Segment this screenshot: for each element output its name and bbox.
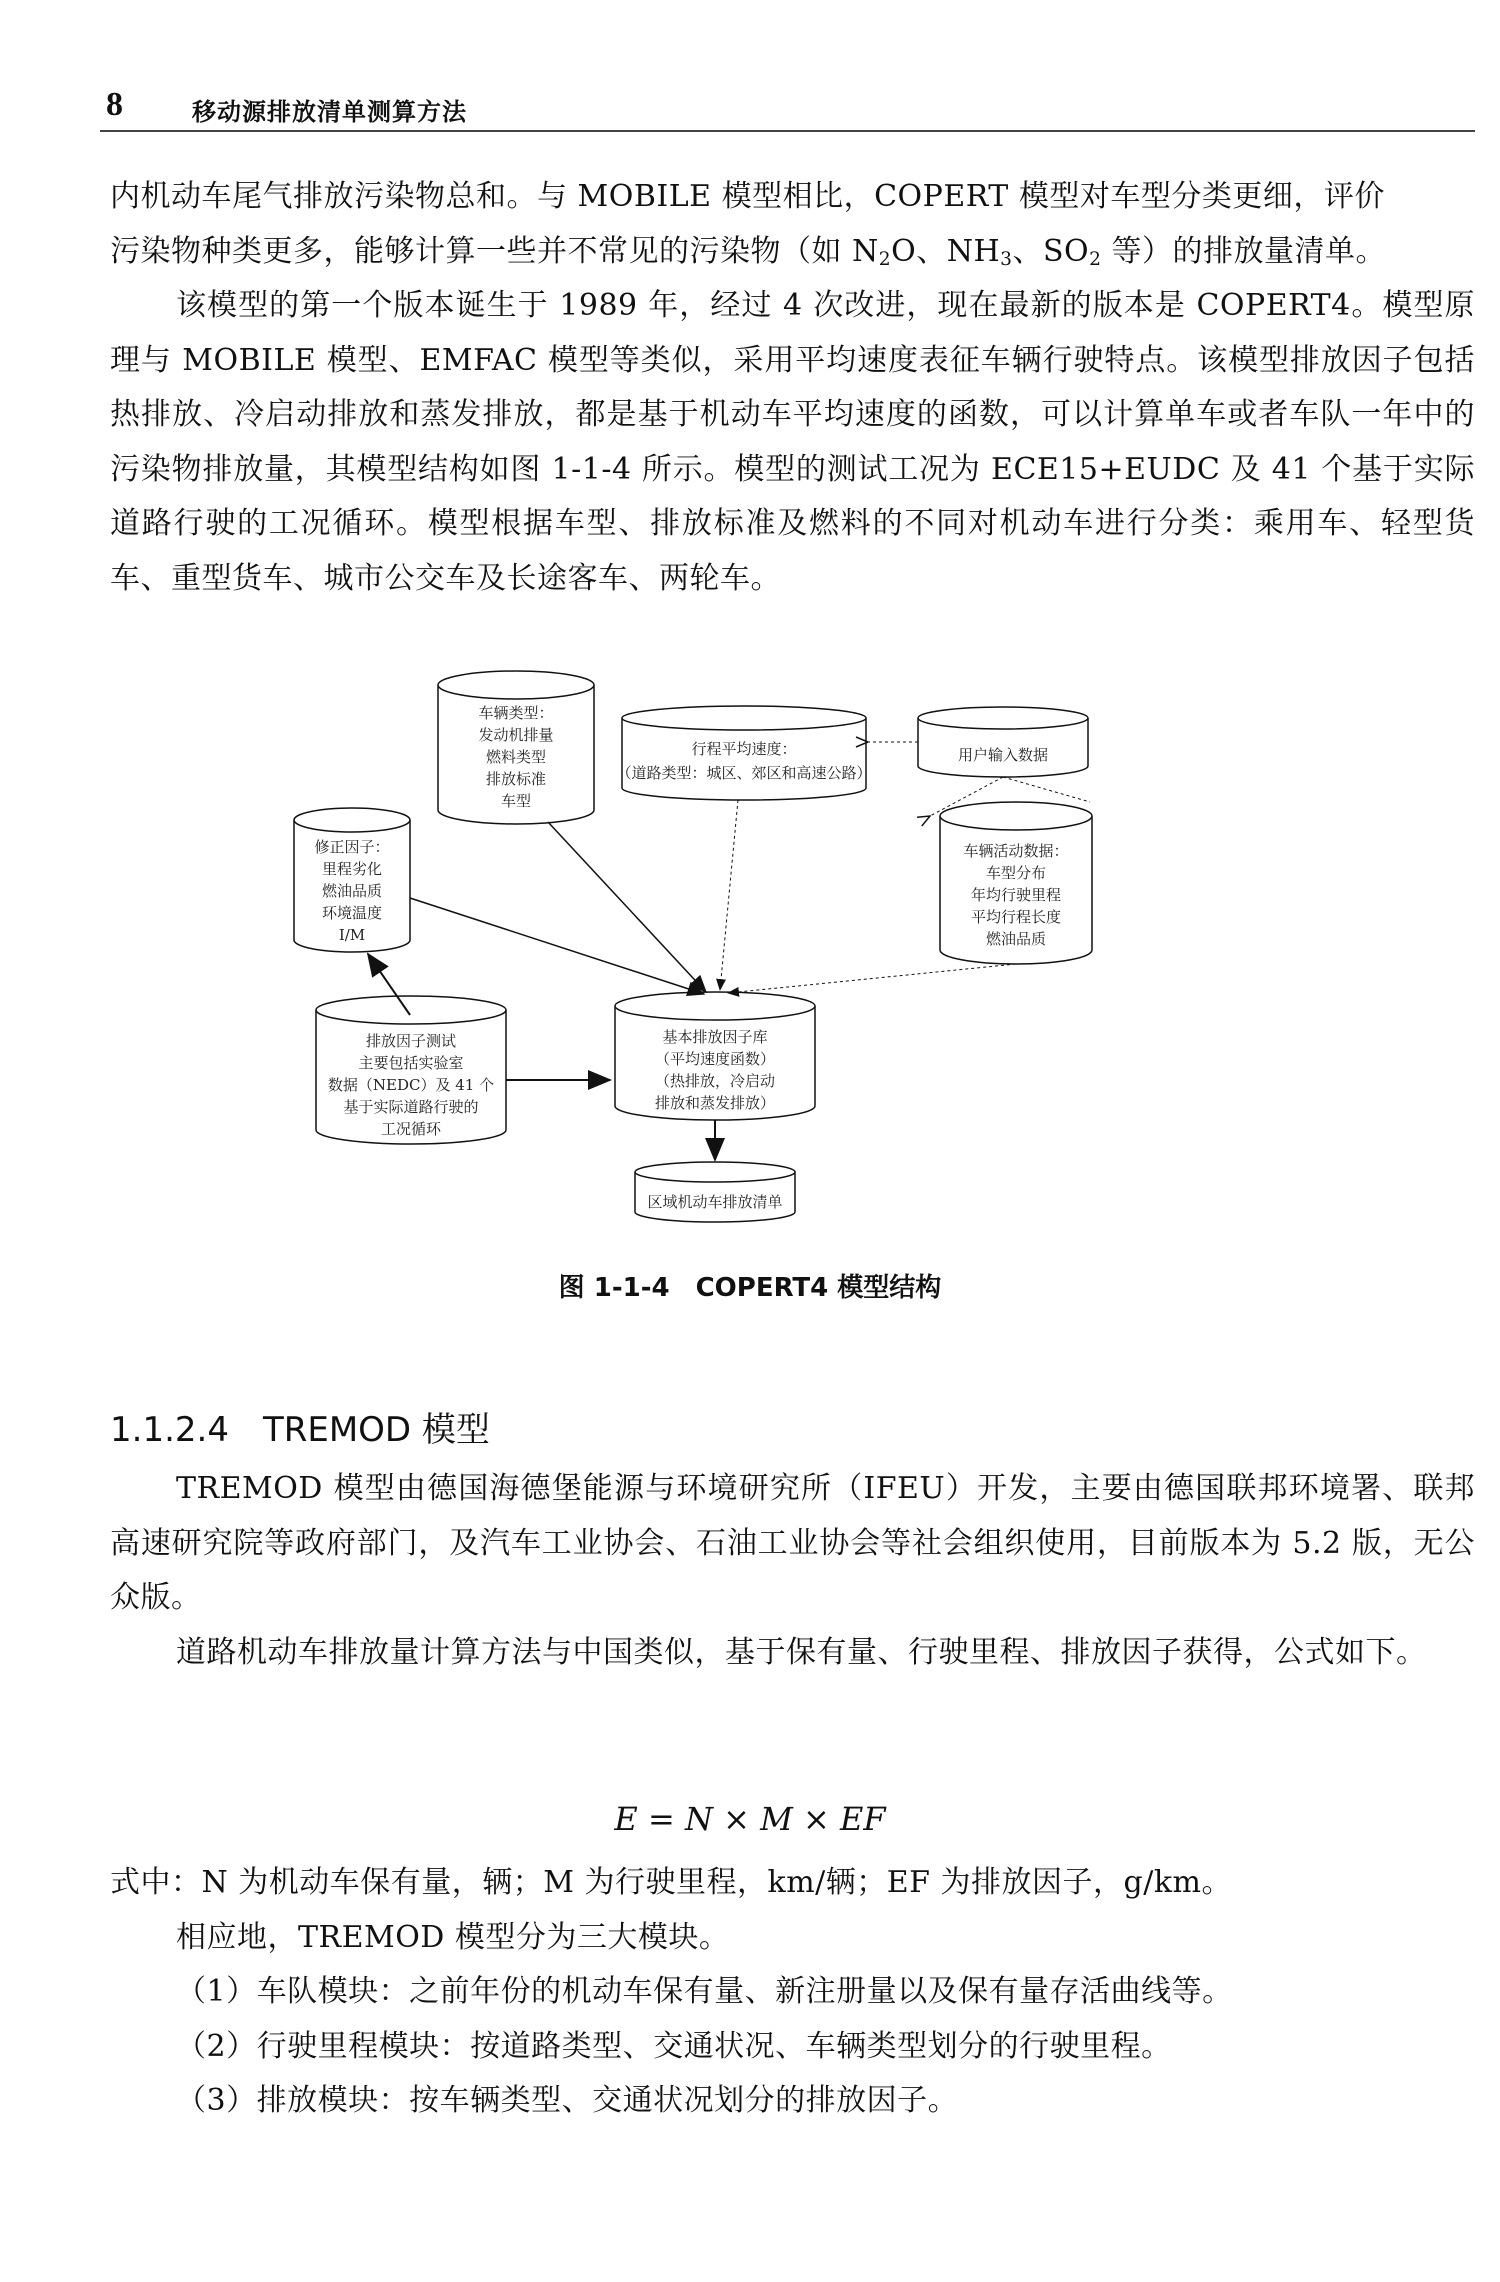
svg-text:（热排放，冷启动: （热排放，冷启动 xyxy=(654,1072,776,1090)
correction-factors-database xyxy=(294,808,410,952)
base-emission-factor-database xyxy=(615,992,815,1120)
regional-inventory-output xyxy=(635,1162,795,1222)
svg-text:排放因子测试: 排放因子测试 xyxy=(365,1032,457,1050)
svg-text:工况循环: 工况循环 xyxy=(380,1120,442,1138)
svg-text:（道路类型：城区、郊区和高速公路）: （道路类型：城区、郊区和高速公路） xyxy=(616,764,872,782)
page-header xyxy=(100,80,1475,132)
tremod-text-2 xyxy=(110,1856,1475,2129)
tremod-text xyxy=(110,1462,1475,1680)
intro-text xyxy=(110,170,1475,606)
svg-text:用户输入数据: 用户输入数据 xyxy=(957,746,1049,764)
user-input-database xyxy=(918,707,1088,777)
svg-text:里程劣化: 里程劣化 xyxy=(321,860,383,878)
vehicle-activity-database xyxy=(940,802,1092,964)
svg-text:车辆活动数据：: 车辆活动数据： xyxy=(963,842,1069,860)
svg-text:年均行驶里程: 年均行驶里程 xyxy=(970,886,1062,904)
intro-paragraph-2: 该模型的第一个版本诞生于 1989 年，经过 4 次改进，现在最新的版本是 COPERT4。模型原理与 MOBILE 模型、EMFAC 模型等类似，采用平均速度表征车辆行驶特点。该模型排放因子包括热排放、冷启动排放和蒸发排放，都是基于机动车平均速度的函数，可以计算单车或者车队一年中的污染物排放量，其模型结构如图 1-1-4 所示。模型的测试工况为 ECE15+EUDC 及 41 个基于实际道路行驶的工况循环。模型根据车型、排放标准及燃料的不同对机动车进行分类：乘用车、轻型货车、重型货车、城市公交车及长途客车、两轮车。 xyxy=(110,288,1475,596)
page-number: 8 xyxy=(106,86,123,123)
svg-text:排放标准: 排放标准 xyxy=(485,770,547,788)
svg-text:（平均速度函数）: （平均速度函数） xyxy=(654,1050,776,1068)
tremod-paragraph-2: 道路机动车排放量计算方法与中国类似，基于保有量、行驶里程、排放因子获得，公式如下。 xyxy=(176,1634,1427,1670)
svg-text:燃油品质: 燃油品质 xyxy=(985,930,1047,948)
svg-text:车型分布: 车型分布 xyxy=(985,864,1047,882)
svg-text:发动机排量: 发动机排量 xyxy=(478,726,554,744)
svg-text:平均行程长度: 平均行程长度 xyxy=(970,908,1062,926)
intro-line-1: 内机动车尾气排放污染物总和。与 MOBILE 模型相比，COPERT 模型对车型分类更细，评价 xyxy=(110,179,1385,214)
intro-paragraph-1: 内机动车尾气排放污染物总和。与 MOBILE 模型相比，COPERT 模型对车型分类更细，评价 污染物种类更多，能够计算一些并不常见的污染物（如 $N_2O$、$NH_3$、$SO_2$ 等）的排放量清单。 xyxy=(110,179,1387,270)
module-item-2: （2）行驶里程模块：按道路类型、交通状况、车辆类型划分的行驶里程。 xyxy=(176,2028,1172,2064)
svg-text:燃油品质: 燃油品质 xyxy=(321,882,383,900)
figure-caption: 图 1-1-4 COPERT4 模型结构 xyxy=(558,1273,942,1303)
tremod-paragraph-1: TREMOD 模型由德国海德堡能源与环境研究所（IFEU）开发，主要由德国联邦环境署、联邦高速研究院等政府部门，及汽车工业协会、石油工业协会等社会组织使用，目前版本为 5.2 版，无公众版。 xyxy=(110,1471,1475,1615)
svg-text:基于实际道路行驶的: 基于实际道路行驶的 xyxy=(343,1098,479,1116)
svg-text:燃料类型: 燃料类型 xyxy=(485,748,547,766)
svg-text:基本排放因子库: 基本排放因子库 xyxy=(662,1028,768,1046)
svg-text:车型: 车型 xyxy=(500,792,532,810)
svg-text:行程平均速度：: 行程平均速度： xyxy=(691,740,797,758)
running-title: 移动源排放清单测算方法 xyxy=(192,98,467,126)
average-speed-database xyxy=(616,706,871,800)
svg-text:车辆类型：: 车辆类型： xyxy=(478,704,554,722)
emission-factor-test-database xyxy=(316,996,506,1144)
svg-text:数据（NEDC）及 41 个: 数据（NEDC）及 41 个 xyxy=(327,1076,495,1094)
module-item-3: （3）排放模块：按车辆类型、交通状况划分的排放因子。 xyxy=(176,2083,959,2118)
tremod-paragraph-3: 相应地，TREMOD 模型分为三大模块。 xyxy=(176,1919,730,1955)
section-heading: 1.1.2.4 TREMOD 模型 xyxy=(110,1410,490,1450)
copert4-structure-diagram xyxy=(290,660,1300,1250)
vehicle-type-database xyxy=(438,671,594,824)
svg-text:环境温度: 环境温度 xyxy=(321,904,383,922)
formula-explanation: 式中：N 为机动车保有量，辆；M 为行驶里程，km/辆；EF 为排放因子，g/km。 xyxy=(110,1865,1232,1900)
svg-text:主要包括实验室: 主要包括实验室 xyxy=(358,1054,464,1072)
svg-text:I/M: I/M xyxy=(338,926,366,944)
svg-text:排放和蒸发排放）: 排放和蒸发排放） xyxy=(654,1094,776,1112)
module-item-1: （1）车队模块：之前年份的机动车保有量、新注册量以及保有量存活曲线等。 xyxy=(176,1974,1233,2009)
svg-text:修正因子：: 修正因子： xyxy=(314,838,390,856)
formula: E = N × M × EF xyxy=(614,1800,886,1838)
svg-text:区域机动车排放清单: 区域机动车排放清单 xyxy=(647,1193,783,1211)
